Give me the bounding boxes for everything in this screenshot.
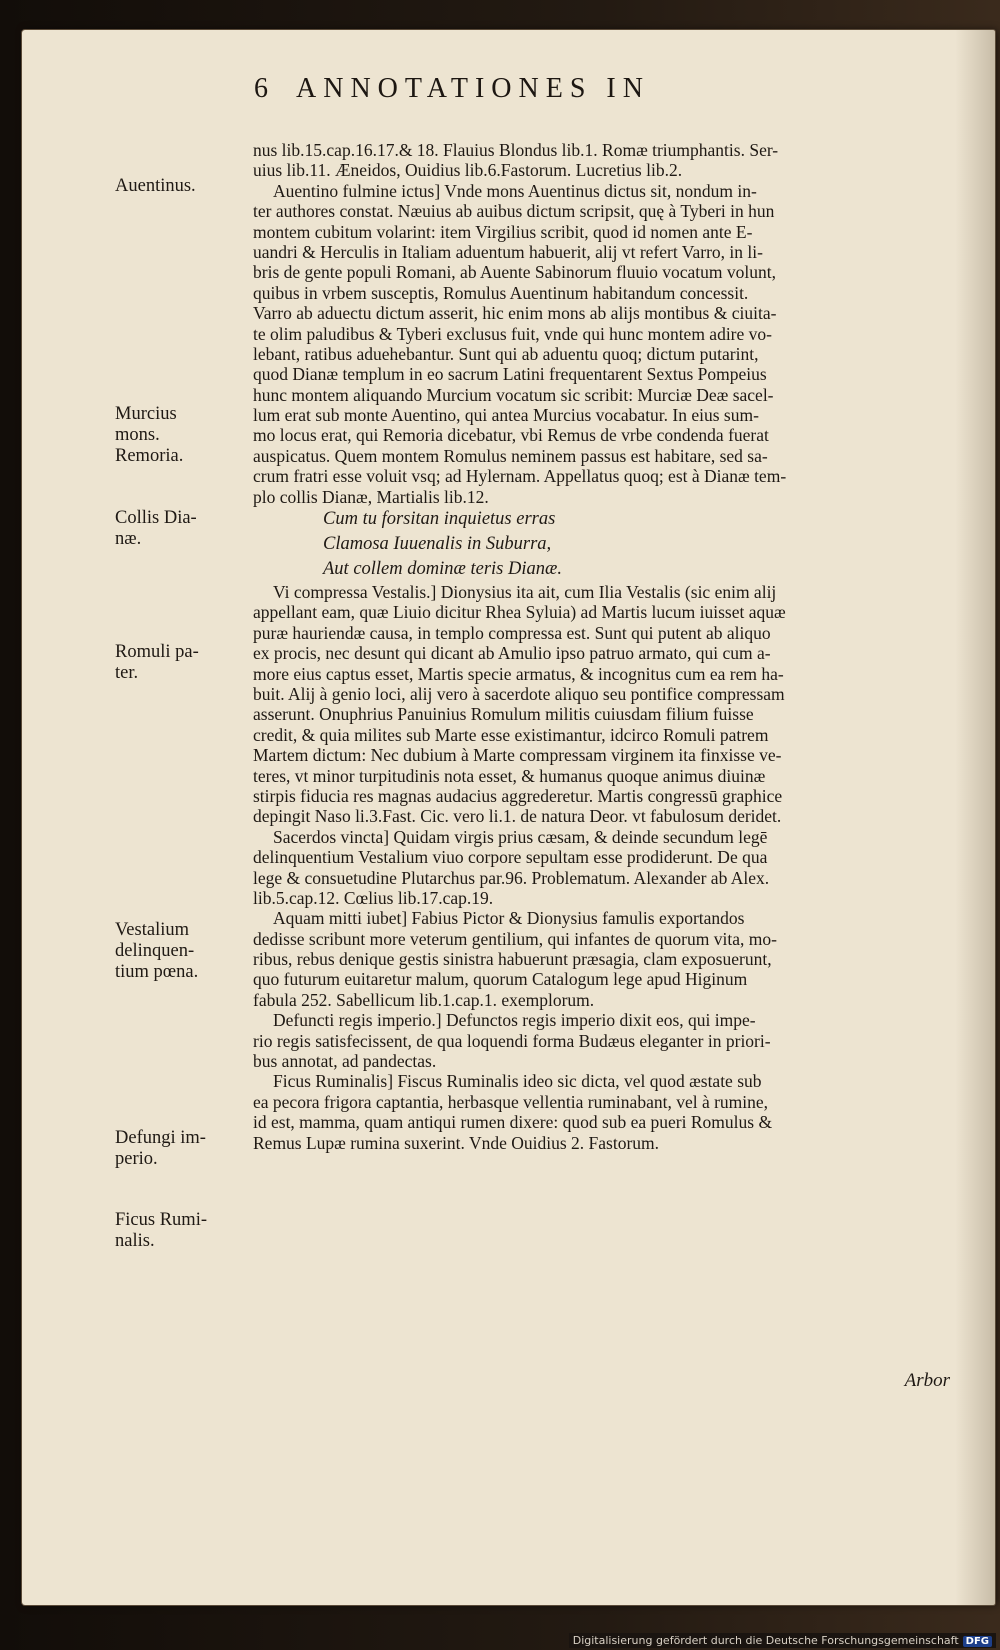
text-line: appellant eam, quæ Liuio dicitur Rhea Syluia) ad Martis lucum iuisset aquæ bbox=[253, 602, 786, 623]
text-line: Varro ab aduectu dictum asserit, hic enim mons ab alijs montibus & ciuita- bbox=[253, 303, 777, 324]
margin-note-line: nalis. bbox=[115, 1231, 155, 1251]
margin-note-defungi bbox=[115, 1128, 240, 1170]
digitization-footer bbox=[569, 1633, 996, 1648]
lemma-line: Aquam mitti iubet] Fabius Pictor & Dionysius famulis exportandos bbox=[273, 908, 745, 929]
text-line: te olim paludibus & Tyberi exclusus fuit, vnde qui hunc montem adire vo- bbox=[253, 323, 772, 344]
lemma-line: Ficus Ruminalis] Fiscus Ruminalis ideo sic dicta, vel quod æstate sub bbox=[273, 1071, 762, 1092]
margin-note-line: tium pœna. bbox=[115, 962, 199, 982]
verse-line: Aut collem dominæ teris Dianæ. bbox=[323, 559, 562, 580]
text-line: ea pecora frigora captantia, herbasque vellentia ruminabant, vel à rumine, bbox=[253, 1091, 769, 1112]
text-line: quod Dianæ templum in eo sacrum Latini frequentarent Sextus Pompeius bbox=[253, 364, 767, 385]
text-line: puræ hauriendæ causa, in templo compressa est. Sunt qui putent ab aliquo bbox=[253, 622, 771, 643]
text-line: hunc montem aliquando Murcium vocatum sic scribit: Murciæ Deæ sacel- bbox=[253, 384, 774, 405]
margin-note-line: Defungi im- bbox=[115, 1128, 206, 1148]
text-line: ex procis, nec desunt qui dicant ab Amulio ipso patruo armato, qui cum a- bbox=[253, 643, 771, 664]
text-line: lib.5.cap.12. Cœlius lib.17.cap.19. bbox=[253, 887, 494, 908]
margin-note-line: Murcius bbox=[115, 404, 177, 424]
text-line: stirpis fiducia res magnas audacius aggrederetur. Martis congressū graphice bbox=[253, 785, 783, 806]
margin-note-line: ter. bbox=[115, 663, 139, 683]
text-line: crum fratri esse voluit vsq; ad Hylernam. Appellatus quoq; est à Dianæ tem- bbox=[253, 466, 787, 487]
text-line: quo futurum euitaretur malum, quorum Catalogum lege apud Higinum bbox=[253, 969, 748, 990]
text-line: ribus, rebus denique gestis sinistra habuerunt præsagia, clam exposuerunt, bbox=[253, 949, 772, 970]
text-line: plo collis Dianæ, Martialis lib.12. bbox=[253, 486, 489, 507]
text-line: more eius captus esset, Martis specie armatus, & incognitus cum ea rem ha- bbox=[253, 663, 784, 684]
margin-note-murcius bbox=[115, 404, 240, 467]
text-line: montem cubitum volarint: item Virgilius scribit, quod id nomen ante E- bbox=[253, 221, 753, 242]
margin-note-line: mons. bbox=[115, 425, 160, 445]
text-line: delinquentium Vestalium viuo corpore sepultam esse prodiderunt. De qua bbox=[253, 847, 768, 868]
margin-note-romuli-pater bbox=[115, 642, 240, 684]
margin-note-line: Vestalium bbox=[115, 920, 189, 940]
verse-line: Clamosa Iuuenalis in Suburra, bbox=[323, 534, 552, 555]
text-line: rio regis satisfecissent, de qua loquendi forma Budæus eleganter in priori- bbox=[253, 1030, 771, 1051]
text-line: Martem dictum: Nec dubium à Marte compressam virginem ita finxisse ve- bbox=[253, 745, 782, 766]
text-line: auspicatus. Quem montem Romulus neminem passus est habitare, sed sa- bbox=[253, 445, 768, 466]
margin-note-ficus bbox=[115, 1210, 240, 1252]
margin-note-line: delinquen- bbox=[115, 941, 195, 961]
lemma-line: Sacerdos vincta] Quidam virgis prius cæsam, & deinde secundum legē bbox=[273, 826, 768, 847]
text-line: nus lib.15.cap.16.17.& 18. Flauius Blondus lib.1. Romæ triumphantis. Ser- bbox=[253, 140, 779, 160]
text-line: id est, mamma, quam antiqui rumen dixere: quod sub ea pueri Romulus & bbox=[253, 1112, 773, 1133]
text-line: lege & consuetudine Plutarchus par.96. Problematum. Alexander ab Alex. bbox=[253, 867, 770, 888]
margin-note-collis-dianae bbox=[115, 508, 240, 550]
text-line: buit. Alij à genio loci, alij vero à sacerdote aliquo seu pontifice compressam bbox=[253, 683, 785, 704]
text-line: quibus in vrbem susceptis, Romulus Auentinum habitandum concessit. bbox=[253, 282, 749, 303]
text-line: Remus Lupæ rumina suxerint. Vnde Ouidius 2. Fastorum. bbox=[253, 1132, 660, 1153]
text-line: uius lib.11. Æneidos, Ouidius lib.6.Fastorum. Lucretius lib.2. bbox=[253, 160, 683, 181]
text-line: dedisse scribunt more veterum gentilium, qui infantes de quorum vita, mo- bbox=[253, 928, 777, 949]
text-line: credit, & quia milites sub Marte esse existimantur, idcirco Romuli patrem bbox=[253, 724, 769, 745]
margin-note-line: Remoria. bbox=[115, 446, 184, 466]
text-line: lum erat sub monte Auentino, qui antea Murcius vocabatur. In eius sum- bbox=[253, 405, 759, 426]
lemma-line: Defuncti regis imperio.] Defunctos regis imperio dixit eos, qui impe- bbox=[273, 1010, 756, 1031]
text-line: teres, vt minor turpitudinis nota esset, & humanus quoque animus diuinæ bbox=[253, 765, 766, 786]
text-line: ter authores constat. Næuius ab auibus dictum scripsit, quę à Tyberi in hun bbox=[253, 201, 775, 222]
margin-note-line: Collis Dia- bbox=[115, 508, 197, 528]
margin-note-line: næ. bbox=[115, 529, 142, 549]
text-line: asserunt. Onuphrius Panuinius Romulum militis cuiusdam filium fuisse bbox=[253, 704, 754, 725]
footer-text: Digitalisierung gefördert durch die Deutsche Forschungsgemeinschaft bbox=[572, 1634, 959, 1647]
margin-note-line: Ficus Rumi- bbox=[115, 1210, 207, 1230]
text-line: depingit Naso li.3.Fast. Cic. vero li.1. de natura Deor. vt fabulosum deridet. bbox=[253, 806, 782, 827]
verse-line: Cum tu forsitan inquietus erras bbox=[323, 509, 556, 530]
margin-note-line: perio. bbox=[115, 1149, 158, 1169]
margin-note-auentinus bbox=[115, 176, 240, 197]
running-title: ANNOTATIONES IN bbox=[296, 73, 650, 104]
main-text bbox=[253, 140, 965, 1153]
page-number: 6 bbox=[254, 73, 268, 104]
text-line: bus annotat, ad pandectas. bbox=[253, 1051, 437, 1072]
dfg-logo-icon: DFG bbox=[963, 1636, 992, 1647]
text-line: lebant, ratibus aduehebantur. Sunt qui ab aduentu quoq; dictum putarint, bbox=[253, 343, 759, 364]
text-line: mo locus erat, qui Remoria dicebatur, vbi Remus de vrbe condenda fuerat bbox=[253, 425, 769, 446]
text-line: fabula 252. Sabellicum lib.1.cap.1. exemplorum. bbox=[253, 989, 595, 1010]
margin-note-line: Romuli pa- bbox=[115, 642, 199, 662]
text-line: uandri & Herculis in Italiam aduentum habuerit, alij vt refert Varro, in li- bbox=[253, 241, 763, 262]
margin-note-line: Auentinus. bbox=[115, 176, 196, 196]
margin-note-vestalium bbox=[115, 920, 240, 983]
lemma-line: Auentino fulmine ictus] Vnde mons Auentinus dictus sit, nondum in- bbox=[273, 180, 757, 201]
catchword: Arbor bbox=[904, 1370, 950, 1391]
text-line: bris de gente populi Romani, ab Auente Sabinorum fluuio vocatum volunt, bbox=[253, 262, 776, 283]
lemma-line: Vi compressa Vestalis.] Dionysius ita ait, cum Ilia Vestalis (sic enim alij bbox=[273, 582, 777, 603]
